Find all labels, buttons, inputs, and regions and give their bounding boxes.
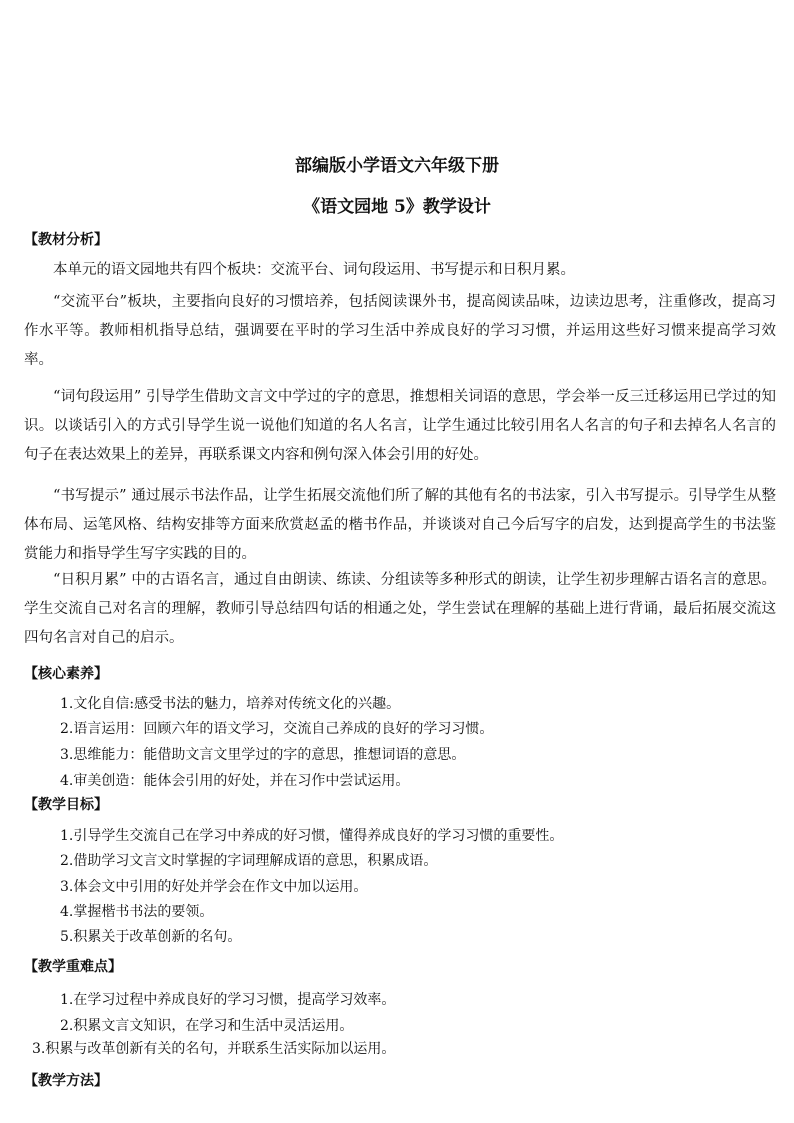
document-title: 部编版小学语文六年级下册 — [295, 156, 499, 176]
goal-item: 4.掌握楷书书法的要领。 — [60, 904, 214, 920]
goal-item: 1.引导学生交流自己在学习中养成的好习惯，懂得养成良好的学习习惯的重要性。 — [60, 828, 564, 844]
literacy-item: 2.语言运用：回顾六年的语文学习，交流自己养成的良好的学习习惯。 — [60, 721, 494, 737]
analysis-paragraph: “日积月累” 中的古语名言，通过自由朗读、练读、分组读等多种形式的朗读，让学生初步理解古语名言的意思。学生交流自己对名言的理解，教师引导总结四句话的相通之处，学生尝试在理解的基础上进行背诵，最后拓展交流这四句名言对自己的启示。 — [24, 572, 776, 646]
analysis-paragraph: “交流平台”板块，主要指向良好的习惯培养，包括阅读课外书，提高阅读品味，边读边思考，注重修改，提高习作水平等。教师相机指导总结，强调要在平时的学习生活中养成良好的学习习惯，并运用这些好习惯来提高学习效率。 — [24, 294, 776, 368]
section-heading-keypoints: 【教学重难点】 — [24, 959, 122, 975]
analysis-paragraph: “词句段运用” 引导学生借助文言文中学过的字的意思，推想相关词语的意思，学会举一反三迁移运用已学过的知识。以谈话引入的方式引导学生说一说他们知道的名人名言，让学生通过比较引用名人名言的句子和去掉名人名言的句子在表达效果上的差异，再联系课文内容和例句深入体会引用的好处。 — [24, 389, 776, 463]
goal-item: 2.借助学习文言文时掌握的字词理解成语的意思，积累成语。 — [60, 853, 438, 869]
keypoint-item: 1.在学习过程中养成良好的学习习惯，提高学习效率。 — [60, 992, 396, 1008]
literacy-item: 3.思维能力：能借助文言文里学过的字的意思，推想词语的意思。 — [60, 747, 466, 763]
section-heading-literacy: 【核心素养】 — [24, 666, 108, 682]
goal-item: 3.体会文中引用的好处并学会在作文中加以运用。 — [60, 879, 368, 895]
section-heading-analysis: 【教材分析】 — [24, 232, 108, 248]
document-subtitle: 《语文园地 5》教学设计 — [303, 197, 491, 217]
keypoint-item: 3.积累与改革创新有关的名句，并联系生活实际加以运用。 — [32, 1041, 396, 1057]
literacy-item: 1.文化自信:感受书法的魅力，培养对传统文化的兴趣。 — [60, 696, 401, 712]
analysis-paragraph: “书写提示” 通过展示书法作品，让学生拓展交流他们所了解的其他有名的书法家，引入书写提示。引导学生从整体布局、运笔风格、结构安排等方面来欣赏赵孟的楷书作品，并谈谈对自己今后写字的启发，达到提高学生的书法鉴赏能力和指导学生写字实践的目的。 — [24, 488, 776, 562]
section-heading-methods: 【教学方法】 — [24, 1073, 108, 1089]
keypoint-item: 2.积累文言文知识，在学习和生活中灵活运用。 — [60, 1018, 354, 1034]
section-heading-goals: 【教学目标】 — [24, 797, 108, 813]
literacy-item: 4.审美创造：能体会引用的好处，并在习作中尝试运用。 — [60, 773, 410, 789]
goal-item: 5.积累关于改革创新的名句。 — [60, 929, 242, 945]
analysis-paragraph: 本单元的语文园地共有四个板块：交流平台、词句段运用、书写提示和日积月累。 — [53, 262, 575, 278]
